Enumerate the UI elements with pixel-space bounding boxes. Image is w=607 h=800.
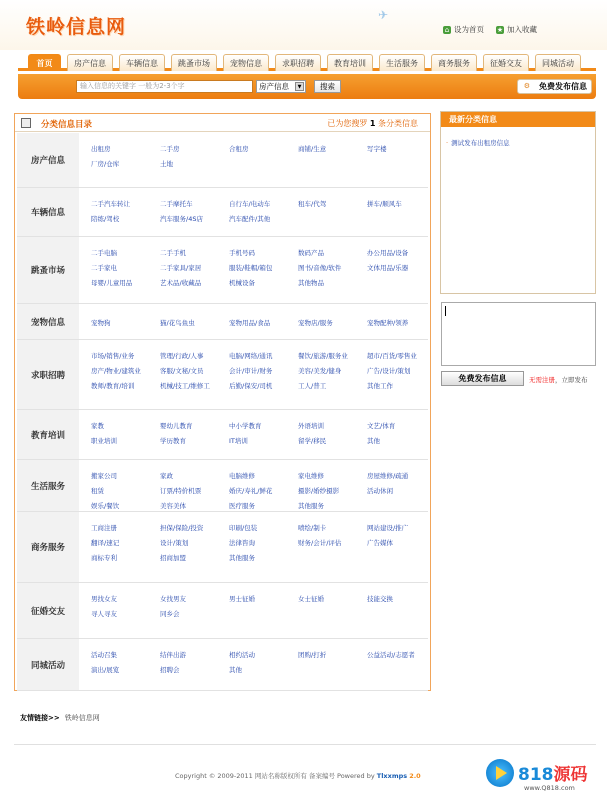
free-post-label: 免费发布信息 [539,82,587,91]
category-link[interactable]: 广告媒体 [367,539,393,547]
category-link[interactable]: 相约活动 [229,651,255,659]
category-link[interactable]: 二手摩托车 [160,200,193,208]
category-link[interactable]: 二手房 [160,145,180,153]
category-link[interactable]: 法律咨询 [229,539,255,547]
category-link[interactable]: 机械设备 [229,279,255,287]
category-link[interactable]: 家教 [91,422,104,430]
category-link[interactable]: 其他 [229,666,242,674]
quick-post-textarea[interactable] [441,302,596,366]
tab-flea-market[interactable]: 跳蚤市场 [171,54,217,71]
category-link[interactable]: 喷绘/制卡 [298,524,327,532]
category-link[interactable]: 娱乐/餐饮 [91,502,120,510]
category-link[interactable]: 团购/打折 [298,651,327,659]
category-link[interactable]: 拼车/顺风车 [367,200,402,208]
category-link[interactable]: 后勤/保安/司机 [229,382,273,390]
category-link[interactable]: 厂房/仓库 [91,160,120,168]
top-links [443,24,537,35]
category-link[interactable]: 商标专利 [91,554,117,562]
category-link[interactable]: 男士征婚 [229,595,255,603]
category-name[interactable]: 商务服务 [17,512,79,582]
category-name[interactable]: 房产信息 [17,133,79,187]
category-link[interactable]: 机械/技工/维修工 [160,382,210,390]
category-select-value: 房产信息 [259,82,289,91]
category-link[interactable]: 自行车/电动车 [229,200,271,208]
category-link[interactable]: 工商注册 [91,524,117,532]
directory-header [15,114,430,132]
category-link[interactable]: 市场/销售/业务 [91,352,135,360]
category-link[interactable]: 设计/策划 [160,539,189,547]
category-name[interactable]: 跳蚤市场 [17,237,79,303]
tab-business-services[interactable]: 商务服务 [431,54,477,71]
category-link[interactable]: 订票/特价机票 [160,487,202,495]
category-link[interactable]: 广告/设计/策划 [367,367,411,375]
category-link[interactable]: 其他 [367,437,380,445]
category-row [17,304,428,340]
category-row [17,133,428,188]
category-link[interactable]: 管理/行政/人事 [160,352,204,360]
set-homepage-link[interactable]: ⌂ 设为首页 [444,25,484,34]
watermark-url: www.Q818.com [524,784,575,792]
category-link[interactable]: 合租房 [229,145,249,153]
category-link[interactable]: 学历教育 [160,437,186,445]
category-link[interactable]: 猫/花鸟鱼虫 [160,319,195,327]
add-favorite-link[interactable]: ★ 加入收藏 [496,25,537,34]
category-link[interactable]: IT培训 [229,437,248,445]
category-link[interactable]: 文体用品/乐器 [367,264,409,272]
category-link[interactable]: 汽车配件/其他 [229,215,271,223]
site-logo[interactable]: 铁岭信息网 [26,16,127,38]
category-link[interactable]: 女找男友 [160,595,186,603]
category-name[interactable]: 同城活动 [17,639,79,690]
category-link[interactable]: 其他服务 [229,554,255,562]
category-link[interactable]: 美容美体 [160,502,186,510]
text-cursor [445,306,446,316]
category-link[interactable]: 房产/物业/建筑业 [91,367,141,375]
category-link[interactable]: 活动休闲 [367,487,393,495]
category-link[interactable]: 活动召集 [91,651,117,659]
category-link[interactable]: 美容/美发/健身 [298,367,342,375]
directory-icon [21,118,31,128]
category-select[interactable] [256,80,306,93]
star-icon: ★ [496,25,504,34]
category-link[interactable]: 女士征婚 [298,595,324,603]
category-link[interactable]: 出租房 [91,145,111,153]
category-link[interactable]: 艺术品/收藏品 [160,279,202,287]
tab-pets[interactable]: 宠物信息 [223,54,269,71]
category-link[interactable]: 电脑维修 [229,472,255,480]
home-icon: ⌂ [444,25,450,34]
category-link[interactable]: 职业培训 [91,437,117,445]
category-row [17,237,428,304]
category-link[interactable]: 婴幼儿教育 [160,422,193,430]
category-link[interactable]: 婚庆/寿礼/鲜花 [229,487,273,495]
category-link[interactable]: 教师/教育/培训 [91,382,135,390]
watermark [486,756,606,800]
category-link[interactable]: 同乡会 [160,610,180,618]
category-row [17,639,428,691]
category-link[interactable]: 财务/会计/评估 [298,539,342,547]
category-name[interactable]: 教育培训 [17,410,79,459]
category-link[interactable]: 二手手机 [160,249,186,257]
category-link[interactable]: 宠物用品/食品 [229,319,271,327]
category-link[interactable]: 陪练/驾校 [91,215,120,223]
tab-vehicle[interactable]: 车辆信息 [119,54,165,71]
category-link[interactable]: 电脑/网络/通讯 [229,352,273,360]
category-link[interactable]: 服装/鞋帽/箱包 [229,264,273,272]
category-link[interactable]: 租赁 [91,487,104,495]
search-bar [18,74,596,99]
friend-links-label: 友情链接>> [20,714,60,722]
category-link[interactable]: 宠物狗 [91,319,111,327]
category-name[interactable]: 宠物信息 [17,304,79,339]
category-directory [14,113,431,691]
tab-home[interactable]: 首页 [28,54,61,71]
category-link[interactable]: 担保/保险/投资 [160,524,204,532]
category-link[interactable]: 餐饮/旅游/服务业 [298,352,348,360]
free-post-button[interactable] [517,79,592,94]
category-link[interactable]: 宠物店/服务 [298,319,333,327]
category-link[interactable]: 二手电脑 [91,249,117,257]
tab-city-events[interactable]: 同城活动 [535,54,581,71]
category-link[interactable]: 宠物配种/领养 [367,319,409,327]
category-row [17,460,428,512]
category-link[interactable]: 工人/普工 [298,382,327,390]
tab-house[interactable]: 房产信息 [67,54,113,71]
category-link[interactable]: 文艺/体育 [367,422,396,430]
category-link[interactable]: 超市/百货/零售业 [367,352,417,360]
category-name[interactable]: 征婚交友 [17,583,79,638]
category-link[interactable]: 手机号码 [229,249,255,257]
watermark-brand: 818源码 [518,765,588,785]
category-row [17,583,428,639]
category-row [17,512,428,583]
category-link[interactable]: 二手家电 [91,264,117,272]
category-link[interactable]: 招商加盟 [160,554,186,562]
category-link[interactable]: 客服/文秘/文员 [160,367,204,375]
info-count: 已为您搜罗 1 条分类信息 [327,119,418,128]
header [0,0,607,50]
quick-post-button[interactable]: 免费发布信息 [441,371,524,386]
latest-info-title: 最新分类信息 [441,112,595,127]
tab-dating[interactable]: 征婚交友 [483,54,529,71]
category-link[interactable]: 家电维修 [298,472,324,480]
category-link[interactable]: 数码产品 [298,249,324,257]
category-link[interactable]: 商铺/生意 [298,145,327,153]
category-link[interactable]: 搬家公司 [91,472,117,480]
category-link[interactable]: 医疗服务 [229,502,255,510]
category-row [17,340,428,410]
category-link[interactable]: 招聘会 [160,666,180,674]
tab-education[interactable]: 教育培训 [327,54,373,71]
main-nav [18,51,596,71]
footer-divider [14,744,596,745]
category-link[interactable]: 图书/音像/软件 [298,264,342,272]
category-link[interactable]: 寻人寻友 [91,610,117,618]
dropdown-arrow-icon: ▼ [295,82,304,91]
search-button[interactable]: 搜索 [314,80,341,93]
category-link[interactable]: 演出/展览 [91,666,120,674]
category-link[interactable]: 公益活动/志愿者 [367,651,415,659]
paper-plane-icon: ✈ [378,8,389,22]
tab-jobs[interactable]: 求职招聘 [275,54,321,71]
category-link[interactable]: 结伴出游 [160,651,186,659]
directory-title: 分类信息目录 [41,120,93,130]
category-link[interactable]: 办公用品/设备 [367,249,409,257]
category-link[interactable]: 汽车服务/4S店 [160,215,203,223]
latest-info-item[interactable]: · 测试发布出租房信息 [446,138,510,147]
copyright: Copyright © 2009-2011 网站名称版权所有 备案编号 Powered by Tlxxmps 2.0 [175,772,421,780]
category-link[interactable]: 家政 [160,472,173,480]
powered-brand[interactable]: Tlxxmps [376,772,408,780]
category-link[interactable]: 其他物品 [298,279,324,287]
category-link[interactable]: 外语培训 [298,422,324,430]
search-input[interactable]: 输入信息的关键字 一般为2-3个字 [76,80,253,93]
category-link[interactable]: 土地 [160,160,173,168]
category-link[interactable]: 摄影/婚纱摄影 [298,487,340,495]
category-link[interactable]: 二手家具/家居 [160,264,202,272]
bike-icon: ⚙ [523,82,530,90]
tab-life-services[interactable]: 生活服务 [379,54,425,71]
play-logo-icon [486,759,514,787]
friend-links [20,713,100,723]
category-link[interactable]: 翻译/速记 [91,539,120,547]
category-link[interactable]: 其他服务 [298,502,324,510]
category-link[interactable]: 其他工作 [367,382,393,390]
quick-post-note: 无需注册，立即发布 [529,376,588,384]
category-link[interactable]: 技能交换 [367,595,393,603]
category-link[interactable]: 中小学教育 [229,422,262,430]
category-link[interactable]: 印刷/包装 [229,524,258,532]
category-name[interactable]: 求职招聘 [17,340,79,409]
category-row [17,410,428,460]
friend-link[interactable]: 铁岭信息网 [64,714,100,722]
category-link[interactable]: 留学/移民 [298,437,327,445]
category-row [17,188,428,237]
category-link[interactable]: 男找女友 [91,595,117,603]
category-link[interactable]: 二手汽车转让 [91,200,130,208]
category-name[interactable]: 车辆信息 [17,188,79,236]
latest-info-box [440,111,596,294]
category-link[interactable]: 母婴/儿童用品 [91,279,133,287]
category-name[interactable]: 生活服务 [17,460,79,511]
category-link[interactable]: 网站建设/推广 [367,524,409,532]
category-link[interactable]: 写字楼 [367,145,387,153]
category-link[interactable]: 租车/代驾 [298,200,327,208]
category-link[interactable]: 会计/审计/财务 [229,367,273,375]
category-link[interactable]: 房屋维修/疏通 [367,472,409,480]
